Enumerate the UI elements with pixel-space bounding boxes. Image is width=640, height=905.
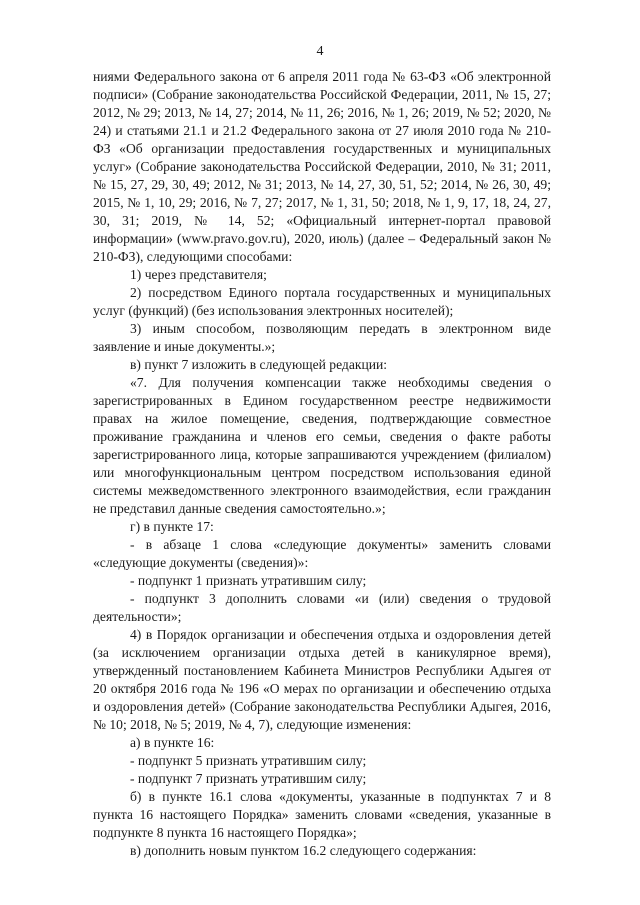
page-number: 4 xyxy=(316,44,324,59)
paragraph: в) дополнить новым пунктом 16.2 следующего содержания: xyxy=(130,843,477,858)
paragraph: а) в пункте 16: xyxy=(130,735,215,750)
paragraph: - подпункт 3 дополнить словами «и (или) сведения о трудовой деятельности»; xyxy=(93,591,551,624)
paragraph: - подпункт 1 признать утратившим силу; xyxy=(130,573,367,588)
paragraph: б) в пункте 16.1 слова «документы, указанные в подпунктах 7 и 8 пункта 16 настоящего Порядка» заменить словами «сведения, указанные в подпункте 8 пункта 16 настоящего Порядка»; xyxy=(93,789,551,840)
paragraph: 2) посредством Единого портала государственных и муниципальных услуг (функций) (без использования электронных носителей); xyxy=(93,285,551,318)
paragraph: - в абзаце 1 слова «следующие документы» заменить словами «следующие документы (сведения)»: xyxy=(93,537,551,570)
paragraph: 3) иным способом, позволяющим передать в электронном виде заявление и иные документы.»; xyxy=(93,321,551,354)
paragraph: - подпункт 7 признать утратившим силу; xyxy=(130,771,367,786)
paragraph: ниями Федерального закона от 6 апреля 2011 года № 63-ФЗ «Об электронной подписи» (Собрание законодательства Российской Федерации, 2011, № 15, 27; 2012, № 29; 2013, № 14, 27; 2014, № 11, 26; 2016, № 1, 26; 2019, № 52; 2020, № 24) и статьями 21.1 и 21.2 Федерального закона от 27 июля 2010 года № 210-ФЗ «Об организации предоставления государственных и муниципальных услуг» (Собрание законодательства Российской Федерации, 2010, № 31; 2011, № 15, 27, 29, 30, 49; 2012, № 31; 2013, № 14, 27, 30, 51, 52; 2014, № 26, 30, 49; 2015, № 1, 10, 29; 2016, № 7, 27; 2017, № 1, 31, 50; 2018, № 1, 9, 17, 18, 24, 27, 30, 31; 2019, № 14, 52; «Официальный интернет-портал правовой информации» (www.pravo.gov.ru), 2020, июль) (далее – Федеральный закон № 210-ФЗ), следующими способами: xyxy=(93,69,551,264)
paragraph: «7. Для получения компенсации также необходимы сведения о зарегистрированных в Едином государственном реестре недвижимости правах на жилое помещение, сведения, подтверждающие совместное проживание гражданина и членов его семьи, сведения о факте работы зарегистрированного лица, которые запрашиваются учреждением (филиалом) или многофункциональным центром посредством использования единой системы межведомственного электронного взаимодействия, если гражданин не представил данные сведения самостоятельно.»; xyxy=(93,375,551,516)
paragraph: - подпункт 5 признать утратившим силу; xyxy=(130,753,367,768)
paragraph: 1) через представителя; xyxy=(130,267,267,282)
paragraph: г) в пункте 17: xyxy=(130,519,214,534)
paragraph: в) пункт 7 изложить в следующей редакции: xyxy=(130,357,388,372)
document-body xyxy=(93,68,551,860)
paragraph: 4) в Порядок организации и обеспечения отдыха и оздоровления детей (за исключением организации отдыха детей в каникулярное время), утвержденный постановлением Кабинета Министров Республики Адыгея от 20 октября 2016 года № 196 «О мерах по организации и обеспечению отдыха и оздоровления детей» (Собрание законодательства Республики Адыгея, 2016, № 10; 2018, № 5; 2019, № 4, 7), следующие изменения: xyxy=(93,627,551,732)
